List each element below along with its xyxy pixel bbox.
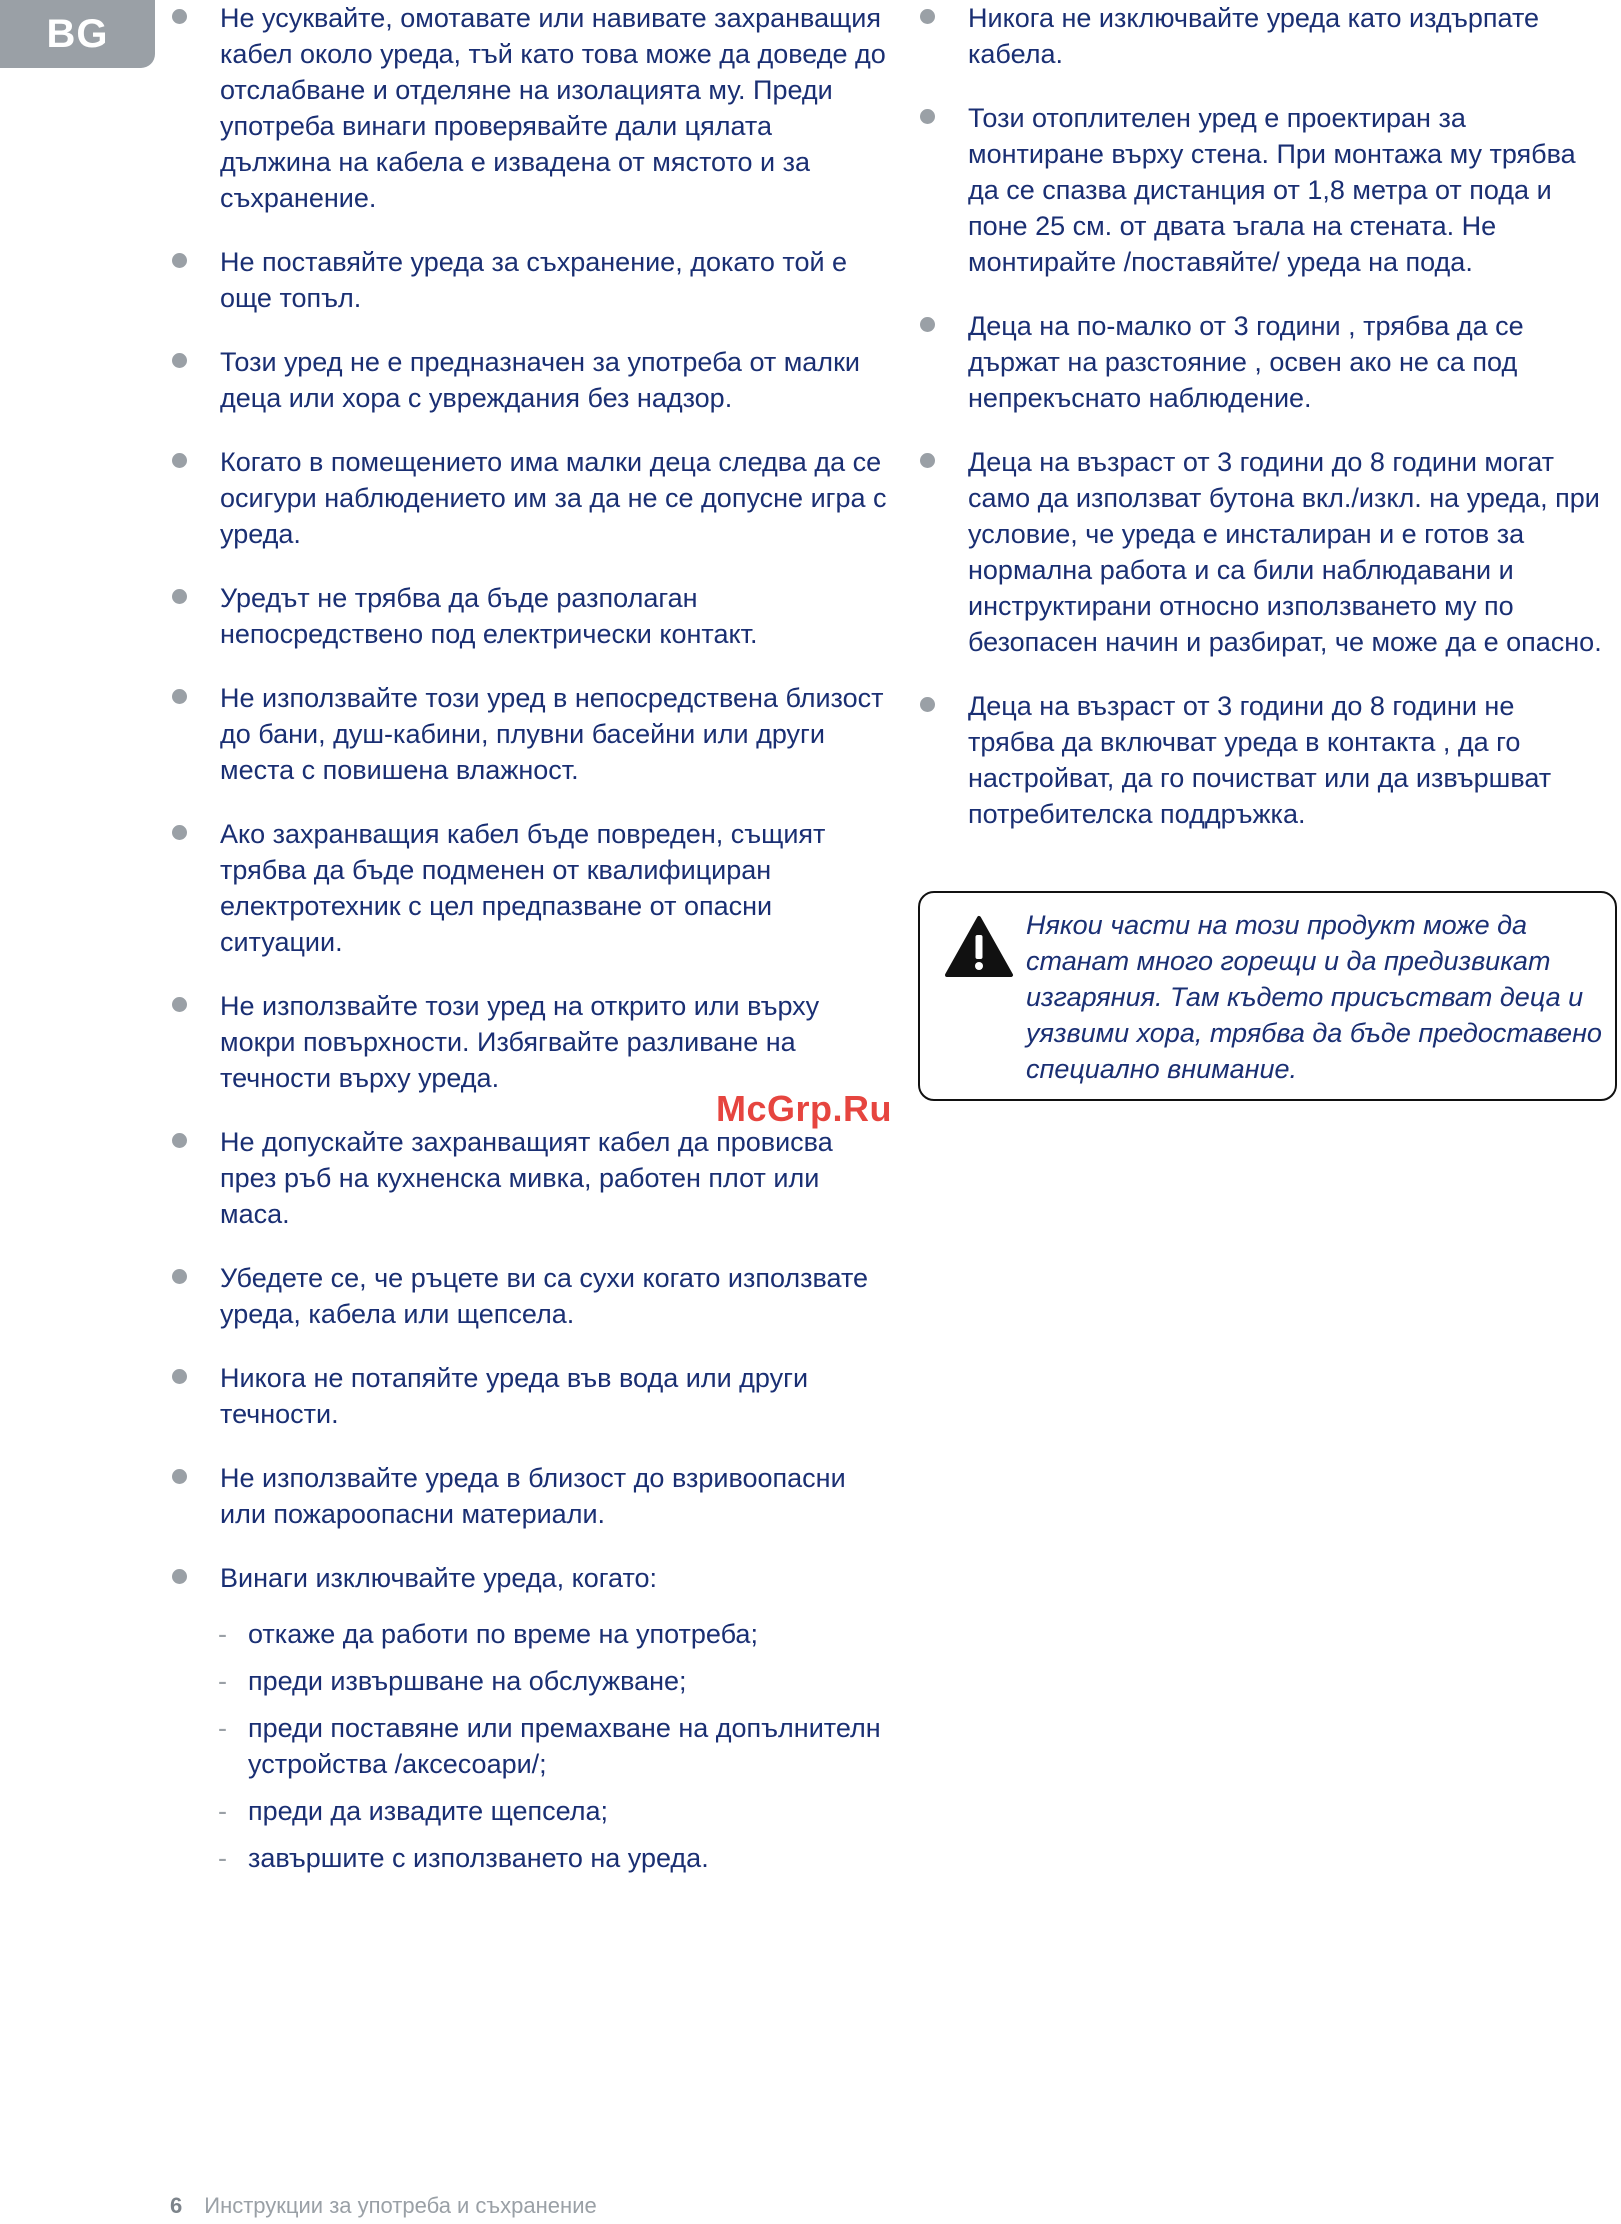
bullet-icon [172,1369,187,1384]
list-item: Убедете се, че ръцете ви са сухи когато използвате уреда, кабела или щепсела. [170,1260,890,1332]
page-footer [170,2193,597,2219]
list-item: Не усуквайте, омотавате или навивате захранващия кабел около уреда, тъй като това може да доведе до отслабване и отделяне на изолацията му. Преди употреба винаги проверявайте дали цялата дължина на кабела е извадена от мястото и за съхранение. [170,0,890,216]
list-item: Не използвайте този уред на открито или върху мокри повърхности. Избягвайте разливане на течности върху уреда. [170,988,890,1096]
list-item: Деца на по-малко от 3 години , трябва да се държат на разстояние , освен ако не са под непрекъснато наблюдение. [918,308,1608,416]
list-item: Винаги изключвайте уреда, когато: [170,1560,890,1596]
footer-title: Инструкции за употреба и съхранение [204,2193,597,2218]
watermark: McGrp.Ru [716,1088,893,1129]
page-number: 6 [170,2193,183,2218]
dash-icon: - [218,1796,227,1826]
language-tab: BG [0,0,155,68]
list-item: Не използвайте уреда в близост до взривоопасни или пожароопасни материали. [170,1460,890,1532]
sub-list-item: - преди поставяне или премахване на допълнителн устройства /аксесоари/; [170,1710,890,1782]
list-item: Не използвайте този уред в непосредствена близост до бани, душ-кабини, плувни басейни или други места с повишена влажност. [170,680,890,788]
sub-list-item: - завършите с използването на уреда. [170,1840,890,1876]
bullet-icon [172,1569,187,1584]
list-item: Деца на възраст от 3 години до 8 години могат само да използват бутона вкл./изкл. на уреда, при условие, че уреда е инсталиран и е готов за нормална работа и са били наблюдавани и инструктирани относно използването му по безопасен начин и разбират, че може да е опасно. [918,444,1608,660]
list-item: Уредът не трябва да бъде разполаган непосредствено под електрически контакт. [170,580,890,652]
sub-list-item: - преди извършване на обслужване; [170,1663,890,1699]
right-column [918,0,1608,860]
bullet-icon [172,689,187,704]
bullet-icon [920,109,935,124]
warning-triangle-icon [944,915,1014,979]
bullet-icon [172,1133,187,1148]
list-item: Този уред не е предназначен за употреба от малки деца или хора с увреждания без надзор. [170,344,890,416]
bullet-icon [172,825,187,840]
sub-list-item: - откаже да работи по време на употреба; [170,1616,890,1652]
left-column [170,0,893,1887]
list-item: Не поставяйте уреда за съхранение, докато той е още топъл. [170,244,890,316]
sub-list-item: - преди да извадите щепсела; [170,1793,890,1829]
list-item: Ако захранващия кабел бъде повреден, същият трябва да бъде подменен от квалифициран електротехник с цел предпазване от опасни ситуации. [170,816,890,960]
warning-box [918,891,1617,1101]
dash-icon: - [218,1619,227,1649]
bullet-icon [920,9,935,24]
list-item: Никога не потапяйте уреда във вода или други течности. [170,1360,890,1432]
bullet-icon [920,697,935,712]
dash-icon: - [218,1666,227,1696]
bullet-icon [172,253,187,268]
bullet-icon [172,589,187,604]
bullet-icon [920,453,935,468]
bullet-icon [172,997,187,1012]
list-item: Не допускайте захранващият кабел да провисва през ръб на кухненска мивка, работен плот или маса. [170,1124,890,1232]
dash-icon: - [218,1843,227,1873]
bullet-icon [172,353,187,368]
bullet-icon [172,1269,187,1284]
dash-icon: - [218,1713,227,1743]
list-item: Никога не изключвайте уреда като издърпате кабела. [918,0,1608,72]
list-item: Деца на възраст от 3 години до 8 години не трябва да включват уреда в контакта , да го настройват, да го почистват или да извършват потребителска поддръжка. [918,688,1608,832]
bullet-icon [172,9,187,24]
bullet-icon [172,1469,187,1484]
list-item: Когато в помещението има малки деца следва да се осигури наблюдението им за да не се допусне игра с уреда. [170,444,890,552]
bullet-icon [172,453,187,468]
list-item: Този отоплителен уред е проектиран за монтиране върху стена. При монтажа му трябва да се спазва дистанция от 1,8 метра от пода и поне 25 см. от двата ъгала на стената. Не монтирайте /поставяйте/ уреда на пода. [918,100,1608,280]
warning-text: Някои части на този продукт може да станат много горещи и да предизвикат изгаряния. Там където присъстват деца и уязвими хора, трябва да бъде предоставено специално внимание. [1026,910,1602,1084]
bullet-icon [920,317,935,332]
